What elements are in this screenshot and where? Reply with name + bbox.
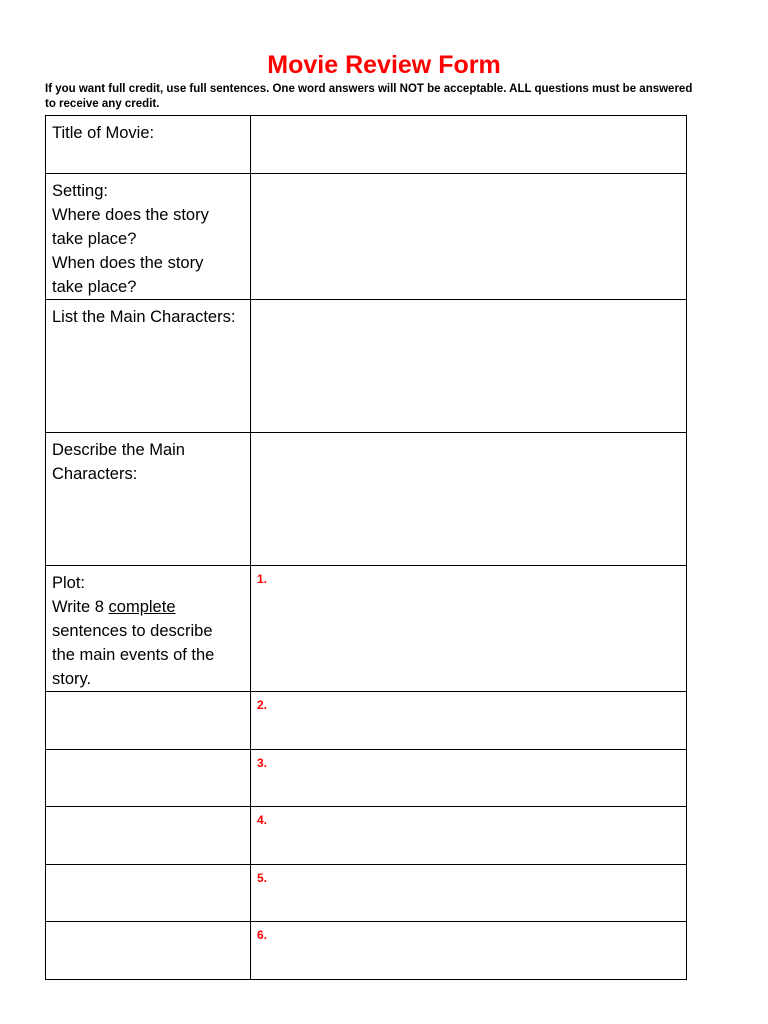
table-row xyxy=(46,749,687,807)
setting-label-cell xyxy=(46,174,251,300)
empty-label-cell xyxy=(46,692,251,750)
plot-label-cell xyxy=(46,566,251,692)
plot-number-2: 2. xyxy=(257,698,268,712)
plot-answer-field-5[interactable] xyxy=(251,864,687,922)
plot-instruction-line3: the main events of the xyxy=(52,646,215,664)
empty-label-cell xyxy=(46,922,251,980)
setting-when-question-line2: take place? xyxy=(52,278,137,296)
plot-instruction-line2: sentences to describe xyxy=(52,622,213,640)
empty-label-cell xyxy=(46,807,251,865)
describe-characters-label-line2: Characters: xyxy=(52,465,138,483)
describe-characters-answer-field[interactable] xyxy=(251,433,687,566)
table-row xyxy=(46,692,687,750)
title-of-movie-label: Title of Movie: xyxy=(52,124,155,142)
plot-instruction-line1 xyxy=(52,595,244,619)
title-of-movie-answer-field[interactable] xyxy=(251,116,687,174)
plot-number-5: 5. xyxy=(257,870,268,885)
plot-answer-field-1[interactable] xyxy=(251,566,687,692)
plot-instruction-pre: Write 8 xyxy=(52,598,109,616)
plot-answer-field-6[interactable] xyxy=(251,922,687,980)
movie-review-table xyxy=(45,115,687,980)
list-characters-label: List the Main Characters: xyxy=(52,308,236,326)
table-row xyxy=(46,116,687,174)
list-characters-label-cell xyxy=(46,300,251,433)
plot-number-3: 3. xyxy=(257,755,268,770)
setting-when-question-line1: When does the story xyxy=(52,254,204,272)
title-of-movie-label-cell xyxy=(46,116,251,174)
plot-answer-field-4[interactable] xyxy=(251,807,687,865)
plot-answer-field-3[interactable] xyxy=(251,749,687,807)
plot-instruction-line4: story. xyxy=(52,670,92,688)
setting-where-question-line2: take place? xyxy=(52,230,137,248)
plot-number-6: 6. xyxy=(257,928,268,942)
setting-label: Setting: xyxy=(52,182,108,200)
page-title: Movie Review Form xyxy=(267,51,501,79)
table-row xyxy=(46,174,687,300)
plot-number-1: 1. xyxy=(257,572,268,586)
empty-label-cell xyxy=(46,749,251,807)
describe-characters-label-cell xyxy=(46,433,251,566)
table-row xyxy=(46,300,687,433)
table-row xyxy=(46,807,687,865)
table-row xyxy=(46,864,687,922)
describe-characters-label-line1: Describe the Main xyxy=(52,441,185,459)
table-row xyxy=(46,566,687,692)
table-row xyxy=(46,922,687,980)
setting-answer-field[interactable] xyxy=(251,174,687,300)
list-characters-answer-field[interactable] xyxy=(251,300,687,433)
plot-answer-field-2[interactable] xyxy=(251,692,687,750)
plot-number-4: 4. xyxy=(257,813,268,827)
table-row xyxy=(46,433,687,566)
plot-label: Plot: xyxy=(52,574,86,592)
setting-where-question-line1: Where does the story xyxy=(52,206,209,224)
empty-label-cell xyxy=(46,864,251,922)
instructions-text: If you want full credit, use full sentences. One word answers will NOT be acceptable. ALL questions must be answered to receive any credit. xyxy=(45,83,693,110)
plot-instruction-underlined: complete xyxy=(108,598,176,616)
